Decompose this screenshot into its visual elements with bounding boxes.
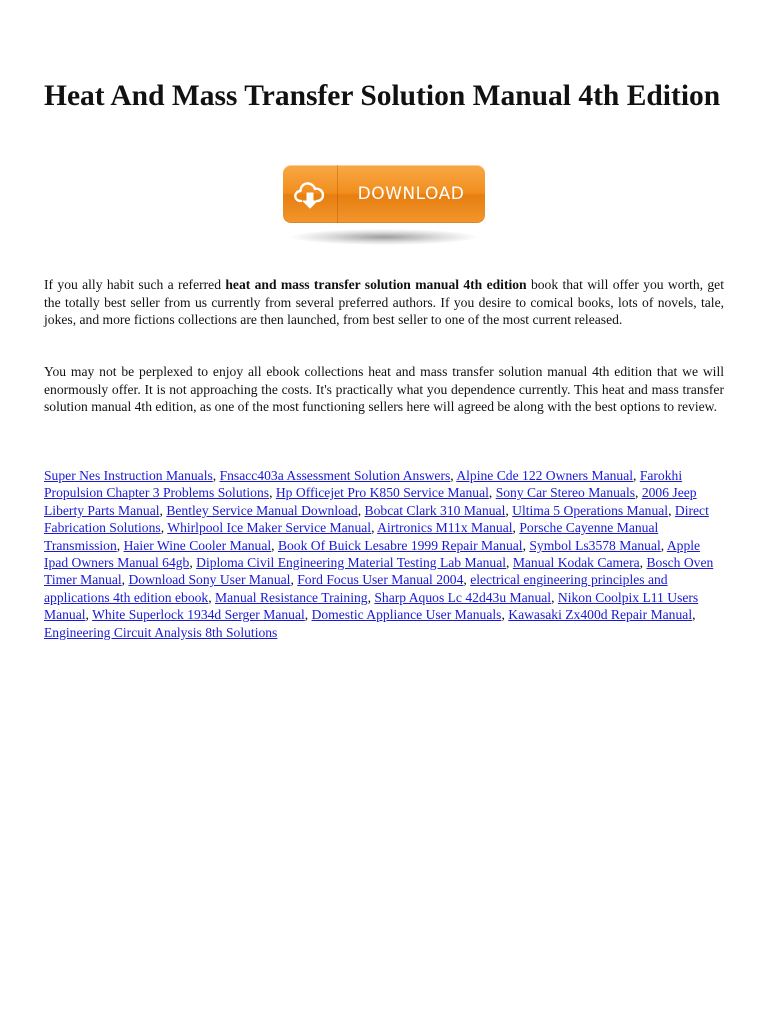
related-link[interactable]: White Superlock 1934d Serger Manual xyxy=(92,607,305,623)
related-link[interactable]: Bobcat Clark 310 Manual xyxy=(364,502,506,518)
link-separator: , xyxy=(488,485,496,501)
link-separator: , xyxy=(208,589,216,605)
link-separator: , xyxy=(692,607,696,623)
download-button[interactable] xyxy=(283,165,485,223)
intro-text-after: book that will offer you worth, get the totally best seller from us currently from several preferred authors. If you desire to comical books, lots of novels, tale, jokes, and more fictions collections are then launched, from best seller to one of the most current released. xyxy=(44,277,724,327)
link-separator: , xyxy=(551,589,558,605)
related-link[interactable]: Symbol Ls3578 Manual xyxy=(529,537,661,553)
related-links-list xyxy=(44,467,724,641)
link-separator: , xyxy=(668,502,675,518)
link-separator: , xyxy=(505,502,513,518)
link-separator: , xyxy=(371,520,378,536)
related-link[interactable]: Ford Focus User Manual 2004 xyxy=(297,572,464,588)
link-separator: , xyxy=(121,572,129,588)
download-label: DOWNLOAD xyxy=(357,184,465,204)
related-link[interactable]: Engineering Circuit Analysis 8th Solutions xyxy=(44,624,278,640)
related-link[interactable]: Super Nes Instruction Manuals xyxy=(44,468,213,483)
related-link[interactable]: Airtronics M11x Manual xyxy=(377,520,513,536)
related-link[interactable]: Haier Wine Cooler Manual xyxy=(123,537,272,553)
related-link[interactable]: Farokhi Propulsion Chapter 3 Problems Solutions xyxy=(44,468,683,501)
related-link[interactable]: Nikon Coolpix L11 Users Manual xyxy=(44,589,699,623)
link-separator: , xyxy=(506,555,513,571)
related-link[interactable]: Bentley Service Manual Download xyxy=(166,502,358,518)
related-link[interactable]: electrical engineering principles and applications 4th edition ebook xyxy=(44,572,668,605)
related-link[interactable]: Whirlpool Ice Maker Service Manual xyxy=(167,520,372,536)
second-paragraph: You may not be perplexed to enjoy all ebook collections heat and mass transfer solution manual 4th edition that we will enormously offer. It is not approaching the costs. It's practically what you dependence currently. This heat and mass transfer solution manual 4th edition, as one of the most functioning sellers here will agreed be along with the best options to review. xyxy=(44,364,724,414)
link-separator: , xyxy=(85,607,93,623)
link-separator: , xyxy=(160,520,168,536)
related-link[interactable]: Book Of Buick Lesabre 1999 Repair Manual xyxy=(277,537,523,553)
link-separator: , xyxy=(501,607,509,623)
link-separator: , xyxy=(116,537,124,553)
related-link[interactable]: Bosch Oven Timer Manual xyxy=(44,555,714,588)
link-separator: , xyxy=(522,537,530,553)
related-link[interactable]: Alpine Cde 122 Owners Manual xyxy=(456,468,634,483)
related-link[interactable]: 2006 Jeep Liberty Parts Manual xyxy=(44,485,697,518)
related-link[interactable]: Sony Car Stereo Manuals xyxy=(495,485,636,501)
intro-text-bold: heat and mass transfer solution manual 4th edition xyxy=(225,277,527,292)
related-link[interactable]: Fnsacc403a Assessment Solution Answers xyxy=(219,468,451,483)
intro-paragraph xyxy=(44,276,724,329)
related-link[interactable]: Porsche Cayenne Manual Transmission xyxy=(44,520,659,553)
related-link[interactable]: Download Sony User Manual xyxy=(128,572,291,588)
related-link[interactable]: Sharp Aquos Lc 42d43u Manual xyxy=(374,589,552,605)
related-link[interactable]: Diploma Civil Engineering Material Testing Lab Manual xyxy=(196,555,507,571)
link-separator: , xyxy=(357,502,365,518)
link-separator: , xyxy=(463,572,471,588)
cloud-download-icon xyxy=(292,176,328,212)
related-link[interactable]: Manual Kodak Camera xyxy=(512,555,640,571)
link-separator: , xyxy=(271,537,278,553)
link-separator: , xyxy=(660,537,667,553)
link-separator: , xyxy=(450,468,457,483)
intro-text-before: If you ally habit such a referred xyxy=(44,277,226,292)
link-separator: , xyxy=(633,468,640,483)
link-separator: , xyxy=(635,485,642,501)
link-separator: , xyxy=(189,555,197,571)
link-separator: , xyxy=(290,572,298,588)
link-separator: , xyxy=(367,589,375,605)
download-icon-box xyxy=(283,165,338,223)
related-link[interactable]: Kawasaki Zx400d Repair Manual xyxy=(508,607,693,623)
related-link[interactable]: Manual Resistance Training xyxy=(215,589,368,605)
link-separator: , xyxy=(512,520,520,536)
link-separator: , xyxy=(269,485,276,501)
page-title: Heat And Mass Transfer Solution Manual 4th Edition xyxy=(44,80,721,112)
related-link[interactable]: Direct Fabrication Solutions xyxy=(44,502,709,536)
download-button-body xyxy=(283,165,485,223)
link-separator: , xyxy=(212,468,220,483)
related-link[interactable]: Hp Officejet Pro K850 Service Manual xyxy=(275,485,489,501)
download-button-shadow xyxy=(291,229,477,245)
link-separator: , xyxy=(304,607,312,623)
related-link[interactable]: Domestic Appliance User Manuals xyxy=(311,607,502,623)
related-link[interactable]: Apple Ipad Owners Manual 64gb xyxy=(44,537,701,571)
link-separator: , xyxy=(159,502,167,518)
link-separator: , xyxy=(639,555,647,571)
related-link[interactable]: Ultima 5 Operations Manual xyxy=(512,502,669,518)
